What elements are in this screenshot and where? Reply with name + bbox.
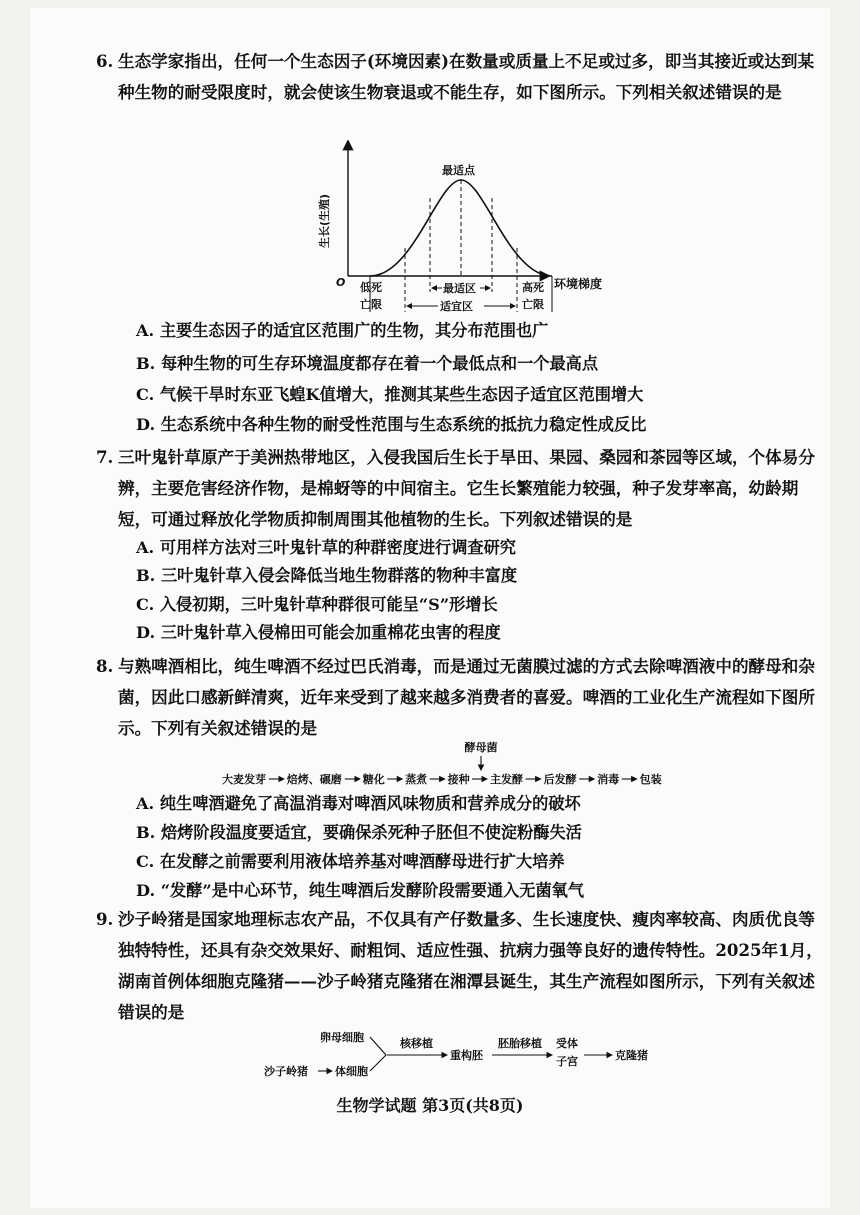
q7-option-d: D. 三叶鬼针草入侵棉田可能会加重棉花虫害的程度 (136, 623, 501, 642)
q6-option-d: D. 生态系统中各种生物的耐受性范围与生态系统的抵抗力稳定性成反比 (136, 415, 647, 434)
q7-option-b: B. 三叶鬼针草入侵会降低当地生物群落的物种丰富度 (136, 566, 518, 585)
recipient-label-2: 子宫 (556, 1055, 578, 1068)
pig-label: 沙子岭猪 (264, 1065, 308, 1078)
high-limit-label-2: 亡限 (522, 298, 544, 311)
flow-step: 后发酵 (543, 773, 577, 786)
cloning-process-flow (256, 1025, 676, 1089)
q8-option-d: D. “发酵”是中心环节，纯生啤酒后发酵阶段需要通入无菌氧气 (136, 881, 585, 900)
embryo-transfer-label: 胚胎移植 (498, 1037, 542, 1050)
flow-step: 蒸煮 (405, 773, 428, 786)
oocyte-label: 卵母细胞 (320, 1031, 364, 1044)
low-limit-label-1: 低死 (360, 281, 382, 294)
question-text: 沙子岭猪是国家地理标志农产品，不仅具有产仔数量多、生长速度快、瘦肉率较高、肉质优良等独特特性，还具有杂交效果好、耐粗饲、适应性强、抗病力强等良好的遗传特性。2025年1月，湖南首例体细胞克隆猪——沙子岭猪克隆猪在湘潭县诞生，其生产流程如图所示，下列有关叙述错误的是 (118, 909, 823, 1022)
page-footer: 生物学试题 第3页(共8页) (336, 1096, 524, 1115)
low-limit-label-2: 亡限 (360, 298, 382, 311)
question-number: 6. (96, 51, 114, 71)
x-axis-label: 环境梯度 (554, 277, 603, 291)
y-axis-label: 生长(生殖) (318, 193, 331, 248)
peak-label: 最适点 (442, 164, 475, 177)
suitable-zone-label: 适宜区 (440, 300, 473, 313)
flow-step: 接种 (447, 773, 470, 786)
question-text: 三叶鬼针草原产于美洲热带地区，入侵我国后生长于旱田、果园、桑园和茶园等区域，个体易分辨，主要危害经济作物，是棉蚜等的中间宿主。它生长繁殖能力较强，种子发芽率高，幼龄期短，可通过释放化学物质抑制周围其他植物的生长。下列叙述错误的是 (118, 447, 815, 529)
q8-option-a: A. 纯生啤酒避免了高温消毒对啤酒风味物质和营养成分的破坏 (136, 794, 581, 813)
q6-option-c: C. 气候干旱时东亚飞蝗K值增大，推测其某些生态因子适宜区范围增大 (136, 385, 644, 404)
question-7-stem (96, 442, 824, 535)
q6-option-b: B. 每种生物的可生存环境温度都存在着一个最低点和一个最高点 (136, 354, 599, 373)
q7-option-c: C. 入侵初期，三叶鬼针草种群很可能呈“S”形增长 (136, 595, 498, 614)
reconstructed-embryo-label: 重构胚 (450, 1049, 483, 1062)
high-limit-label-1: 高死 (522, 281, 544, 294)
question-text: 生态学家指出，任何一个生态因子(环境因素)在数量或质量上不足或过多，即当其接近或达到某种生物的耐受限度时，就会使该生物衰退或不能生存，如下图所示。下列相关叙述错误的是 (118, 51, 815, 102)
nuclear-transfer-label: 核移植 (400, 1037, 433, 1050)
q6-option-a: A. 主要生态因子的适宜区范围广的生物，其分布范围也广 (136, 321, 549, 340)
flow-step: 包装 (639, 773, 662, 786)
cloned-pig-label: 克隆猪 (615, 1049, 648, 1062)
flow-step: 消毒 (597, 773, 620, 786)
merge-bracket (370, 1037, 386, 1071)
q8-option-b: B. 焙烤阶段温度要适宜，要确保杀死种子胚但不使淀粉酶失活 (136, 823, 582, 842)
q8-option-c: C. 在发酵之前需要利用液体培养基对啤酒酵母进行扩大培养 (136, 852, 565, 871)
question-text: 与熟啤酒相比，纯生啤酒不经过巴氏消毒，而是通过无菌膜过滤的方式去除啤酒液中的酵母和杂菌，因此口感新鲜清爽，近年来受到了越来越多消费者的喜爱。啤酒的工业化生产流程如下图所示。下列有关叙述错误的是 (118, 656, 815, 738)
origin-label: O (336, 276, 346, 289)
flow-step: 主发酵 (490, 773, 523, 786)
beer-process-flow (220, 738, 700, 792)
question-8-stem (96, 651, 824, 744)
question-number: 8. (96, 656, 114, 676)
somatic-cell-label: 体细胞 (335, 1065, 368, 1078)
flow-step: 焙烤、碾磨 (286, 773, 342, 786)
yeast-label: 酵母菌 (464, 741, 498, 754)
q7-option-a: A. 可用样方法对三叶鬼针草的种群密度进行调查研究 (136, 538, 516, 557)
tolerance-curve-figure (318, 140, 638, 316)
recipient-label-1: 受体 (556, 1037, 578, 1050)
optimal-zone-label: 最适区 (443, 282, 476, 295)
flow-step: 大麦发芽 (222, 773, 266, 786)
question-number: 7. (96, 447, 114, 467)
flow-step: 糖化 (362, 773, 385, 786)
question-number: 9. (96, 909, 114, 929)
question-9-stem (96, 904, 824, 1028)
question-6-stem (96, 46, 824, 108)
